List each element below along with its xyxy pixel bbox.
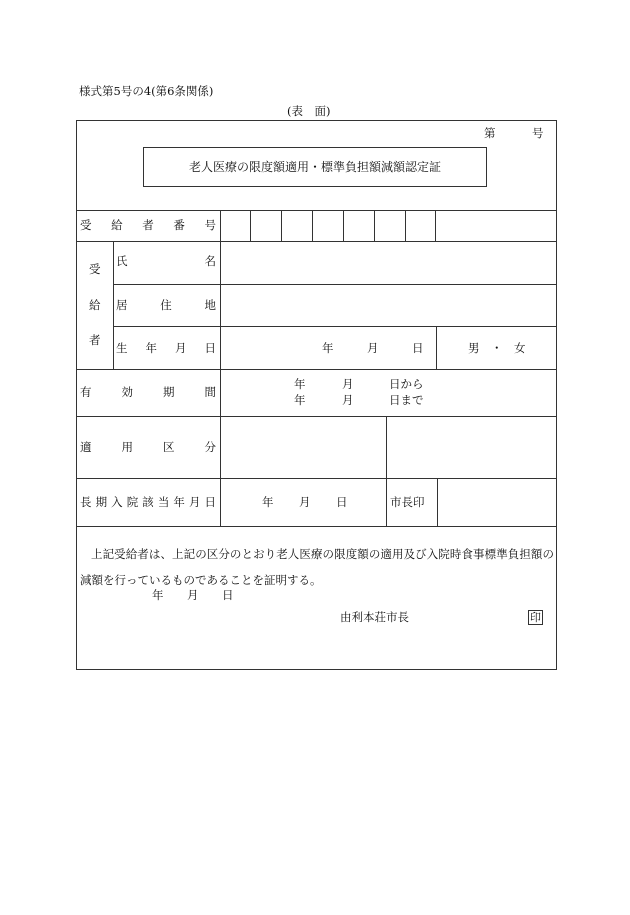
mayor-seal-label: 市長印 — [390, 495, 425, 509]
validity-from-month: 月 — [342, 377, 354, 391]
birth-month: 月 — [367, 341, 379, 355]
recipient-group-label-1: 受 — [89, 262, 101, 276]
long-stay-label: 長 期 入 院 該 当 年 月 日 — [80, 495, 216, 509]
sex-field: 男 ・ 女 — [468, 341, 526, 355]
category-label: 適 用 区 分 — [80, 440, 216, 454]
recipient-group-label-3: 者 — [89, 333, 101, 347]
validity-to-day: 日まで — [389, 393, 424, 407]
number-go: 号 — [532, 126, 544, 140]
validity-label: 有 効 期 間 — [80, 385, 216, 399]
form-id: 様式第5号の4(第6条関係) — [79, 84, 214, 98]
cert-day: 日 — [222, 588, 234, 602]
recipient-group-label-2: 給 — [89, 298, 101, 312]
validity-from-day: 日から — [389, 377, 424, 391]
birth-year: 年 — [322, 341, 334, 355]
validity-from-year: 年 — [294, 377, 306, 391]
birth-label: 生 年 月 日 — [116, 341, 216, 355]
issuer: 由利本荘市長 — [340, 610, 409, 624]
birth-day: 日 — [412, 341, 424, 355]
certificate-title: 老人医療の限度額適用・標準負担額減額認定証 — [188, 160, 441, 174]
side-label: (表 面) — [287, 104, 331, 118]
seal-mark: 印 — [530, 611, 541, 624]
validity-to-month: 月 — [342, 393, 354, 407]
cert-month: 月 — [187, 588, 199, 602]
recipient-number-label: 受 給 者 番 号 — [80, 218, 216, 232]
number-dai: 第 — [484, 126, 496, 140]
certification-text: 上記受給者は、上記の区分のとおり老人医療の限度額の適用及び入院時食事標準負担額の減額を行っているものであることを証明する。 — [80, 547, 554, 587]
address-label: 居 住 地 — [116, 298, 216, 312]
long-stay-year: 年 — [262, 495, 274, 509]
long-stay-day: 日 — [336, 495, 348, 509]
validity-to-year: 年 — [294, 393, 306, 407]
long-stay-month: 月 — [299, 495, 311, 509]
cert-year: 年 — [152, 588, 164, 602]
name-label: 氏 名 — [116, 254, 216, 268]
